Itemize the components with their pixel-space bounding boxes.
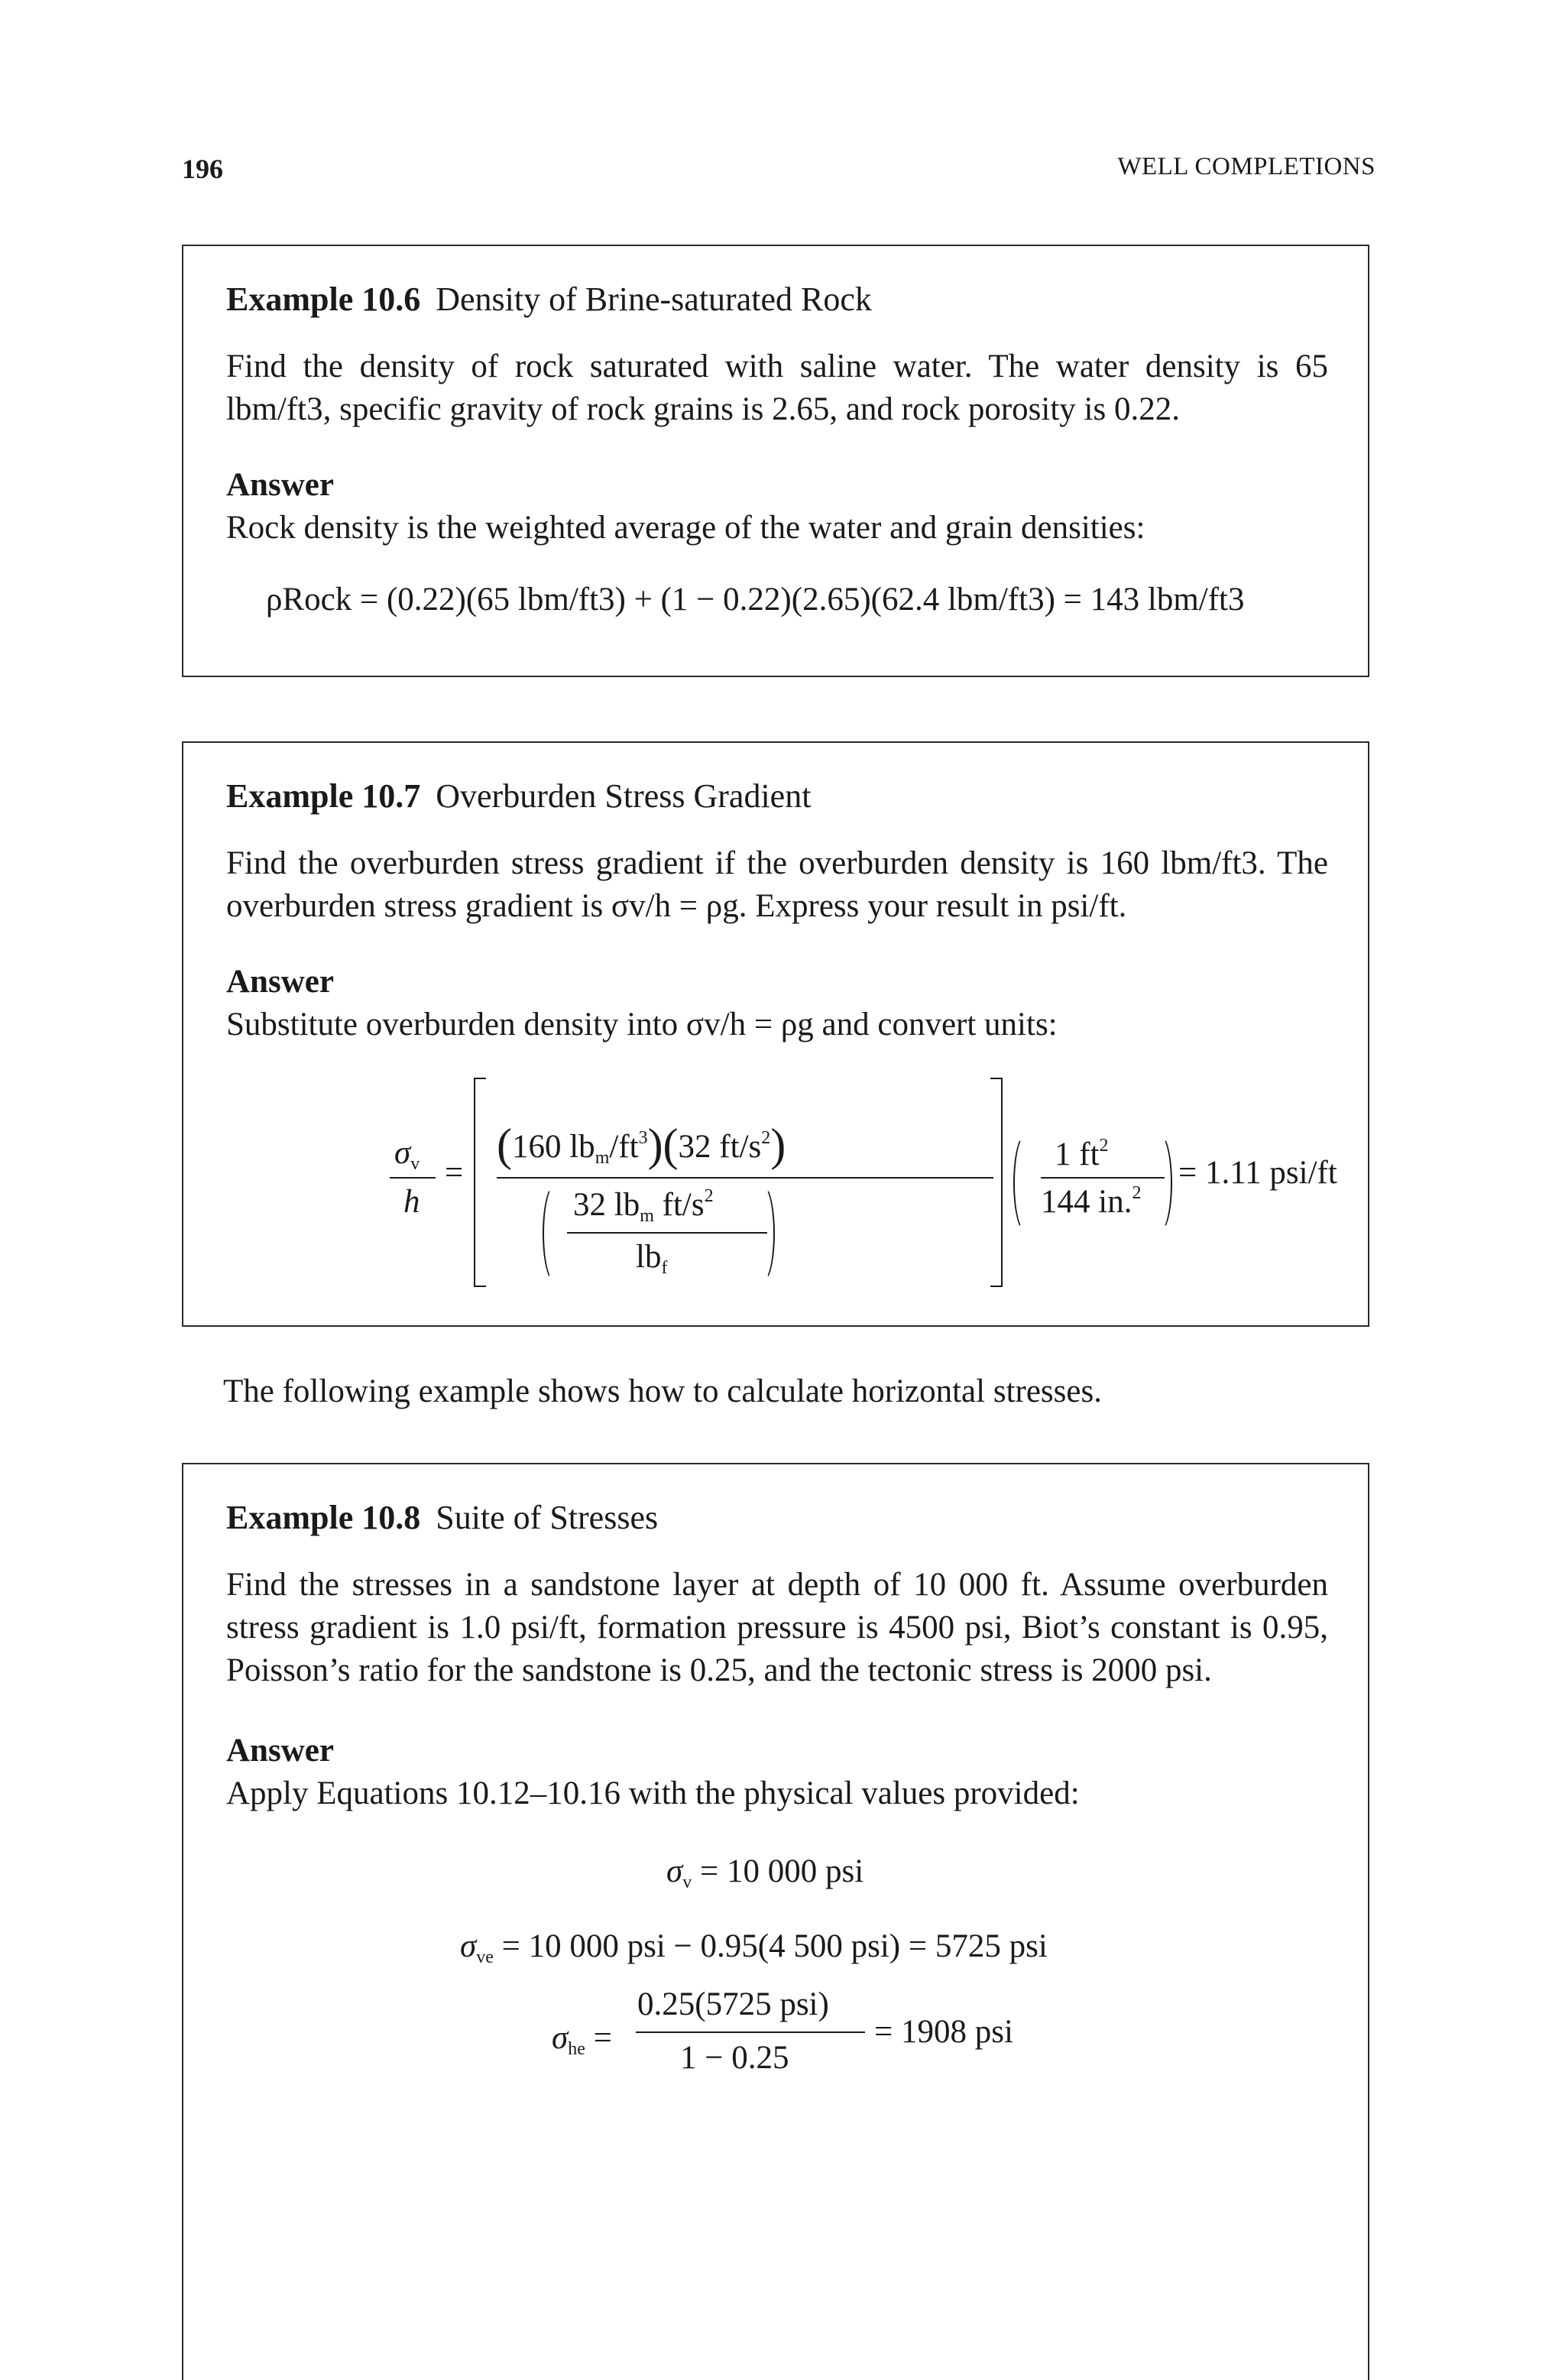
answer-heading: Answer — [226, 467, 334, 503]
sigma-he-symbol: $\sigma_{he}$ = — [552, 2020, 612, 2059]
example-heading — [226, 280, 872, 319]
numerator: (160 $lb_m/ft^3)(32$ $ft/s^2$) — [497, 1120, 786, 1170]
right-paren — [750, 1185, 775, 1282]
main-fraction-bar — [497, 1177, 993, 1179]
denominator-denominator: $lb_f$ — [636, 1239, 668, 1278]
problem-text — [226, 1564, 1328, 1692]
sigma-he-denominator: 1 − 0.25 — [680, 2040, 789, 2076]
h-denominator: h — [403, 1184, 420, 1220]
example-heading — [226, 777, 811, 815]
density-equation: ρRock = (0.22)(65 lbm/ft3) + (1 − 0.22)(2.65)(62.4 lbm/ft3) = 143 lbm/ft3 — [266, 582, 1245, 618]
conversion-numerator: 1 $ft^2$ — [1055, 1136, 1109, 1172]
result: = 1.11 psi/ft — [1178, 1155, 1337, 1191]
sigma-ve-equation: $\sigma_{ve} = 10$ 000 psi − 0.95(4 500 psi) = 5725 psi — [460, 1928, 1048, 1967]
inner-fraction-bar — [567, 1232, 767, 1234]
example-heading — [226, 1498, 658, 1537]
answer-heading: Answer — [226, 964, 334, 1000]
problem-text-content: Find the density of rock saturated with saline water. The water density is 65 lbm/ft3, specific gravity of rock grains is 2.65, and rock porosity is 0.22. — [226, 349, 1328, 427]
right-paren — [1148, 1134, 1172, 1232]
example-title: Overburden Stress Gradient — [436, 777, 812, 815]
example-10-6-box — [182, 245, 1369, 677]
sigma-v-numerator: $\sigma_v$ — [394, 1135, 420, 1174]
denominator-numerator: 32 $lb_m$ $ft/s^2$ — [573, 1186, 714, 1226]
example-title: Suite of Stresses — [436, 1499, 659, 1536]
problem-text-content: Find the overburden stress gradient if the overburden density is 160 lbm/ft3. The overburden stress gradient is σv/h = ρg. Express your result in psi/ft. — [226, 845, 1328, 924]
sigma-he-result: = 1908 psi — [874, 2014, 1013, 2050]
chapter-title: WELL COMPLETIONS — [1117, 153, 1375, 180]
example-number: Example 10.8 — [226, 1499, 421, 1536]
answer-text: Rock density is the weighted average of the water and grain densities: — [226, 510, 1145, 546]
between-text: The following example shows how to calculate horizontal stresses. — [223, 1373, 1102, 1409]
running-head — [182, 153, 1375, 191]
fraction-bar — [636, 2031, 865, 2033]
problem-text-content: Find the stresses in a sandstone layer at depth of 10 000 ft. Assume overburden stress gradient is 1.0 psi/ft, formation pressure is 4500 psi, Biot’s constant is 0.95, Poisson’s ratio for the sandstone is 0.25, and the tectonic stress is 2000 psi. — [226, 1567, 1328, 1688]
answer-text: Apply Equations 10.12–10.16 with the physical values provided: — [226, 1775, 1080, 1811]
fraction-bar — [390, 1177, 436, 1179]
example-number: Example 10.6 — [226, 280, 421, 318]
left-paren — [1013, 1134, 1038, 1232]
example-10-8-box — [182, 1463, 1369, 2380]
right-bracket — [990, 1078, 1003, 1287]
answer-text: Substitute overburden density into σv/h = ρg and convert units: — [226, 1007, 1058, 1042]
sigma-he-numerator: 0.25(5725 psi) — [637, 1986, 829, 2022]
sigma-v-value: = 10 000 psi — [699, 1853, 864, 1889]
sigma-ve-value: = 10 000 psi − 0.95(4 500 psi) = 5725 psi — [501, 1928, 1048, 1964]
answer-heading: Answer — [226, 1733, 334, 1769]
left-bracket — [474, 1078, 486, 1287]
problem-text — [226, 842, 1328, 928]
conversion-fraction-bar — [1041, 1177, 1165, 1179]
sigma-v-equation: $\sigma_v = 10$ 000 psi — [666, 1853, 864, 1892]
equals-sign: = — [445, 1155, 464, 1191]
conversion-denominator: 144 in.$^2$ — [1041, 1183, 1142, 1220]
example-10-7-box — [182, 741, 1369, 1327]
problem-text — [226, 345, 1328, 431]
left-paren — [543, 1185, 567, 1282]
example-title: Density of Brine-saturated Rock — [436, 280, 872, 318]
page-number: 196 — [182, 154, 223, 184]
example-number: Example 10.7 — [226, 777, 421, 815]
